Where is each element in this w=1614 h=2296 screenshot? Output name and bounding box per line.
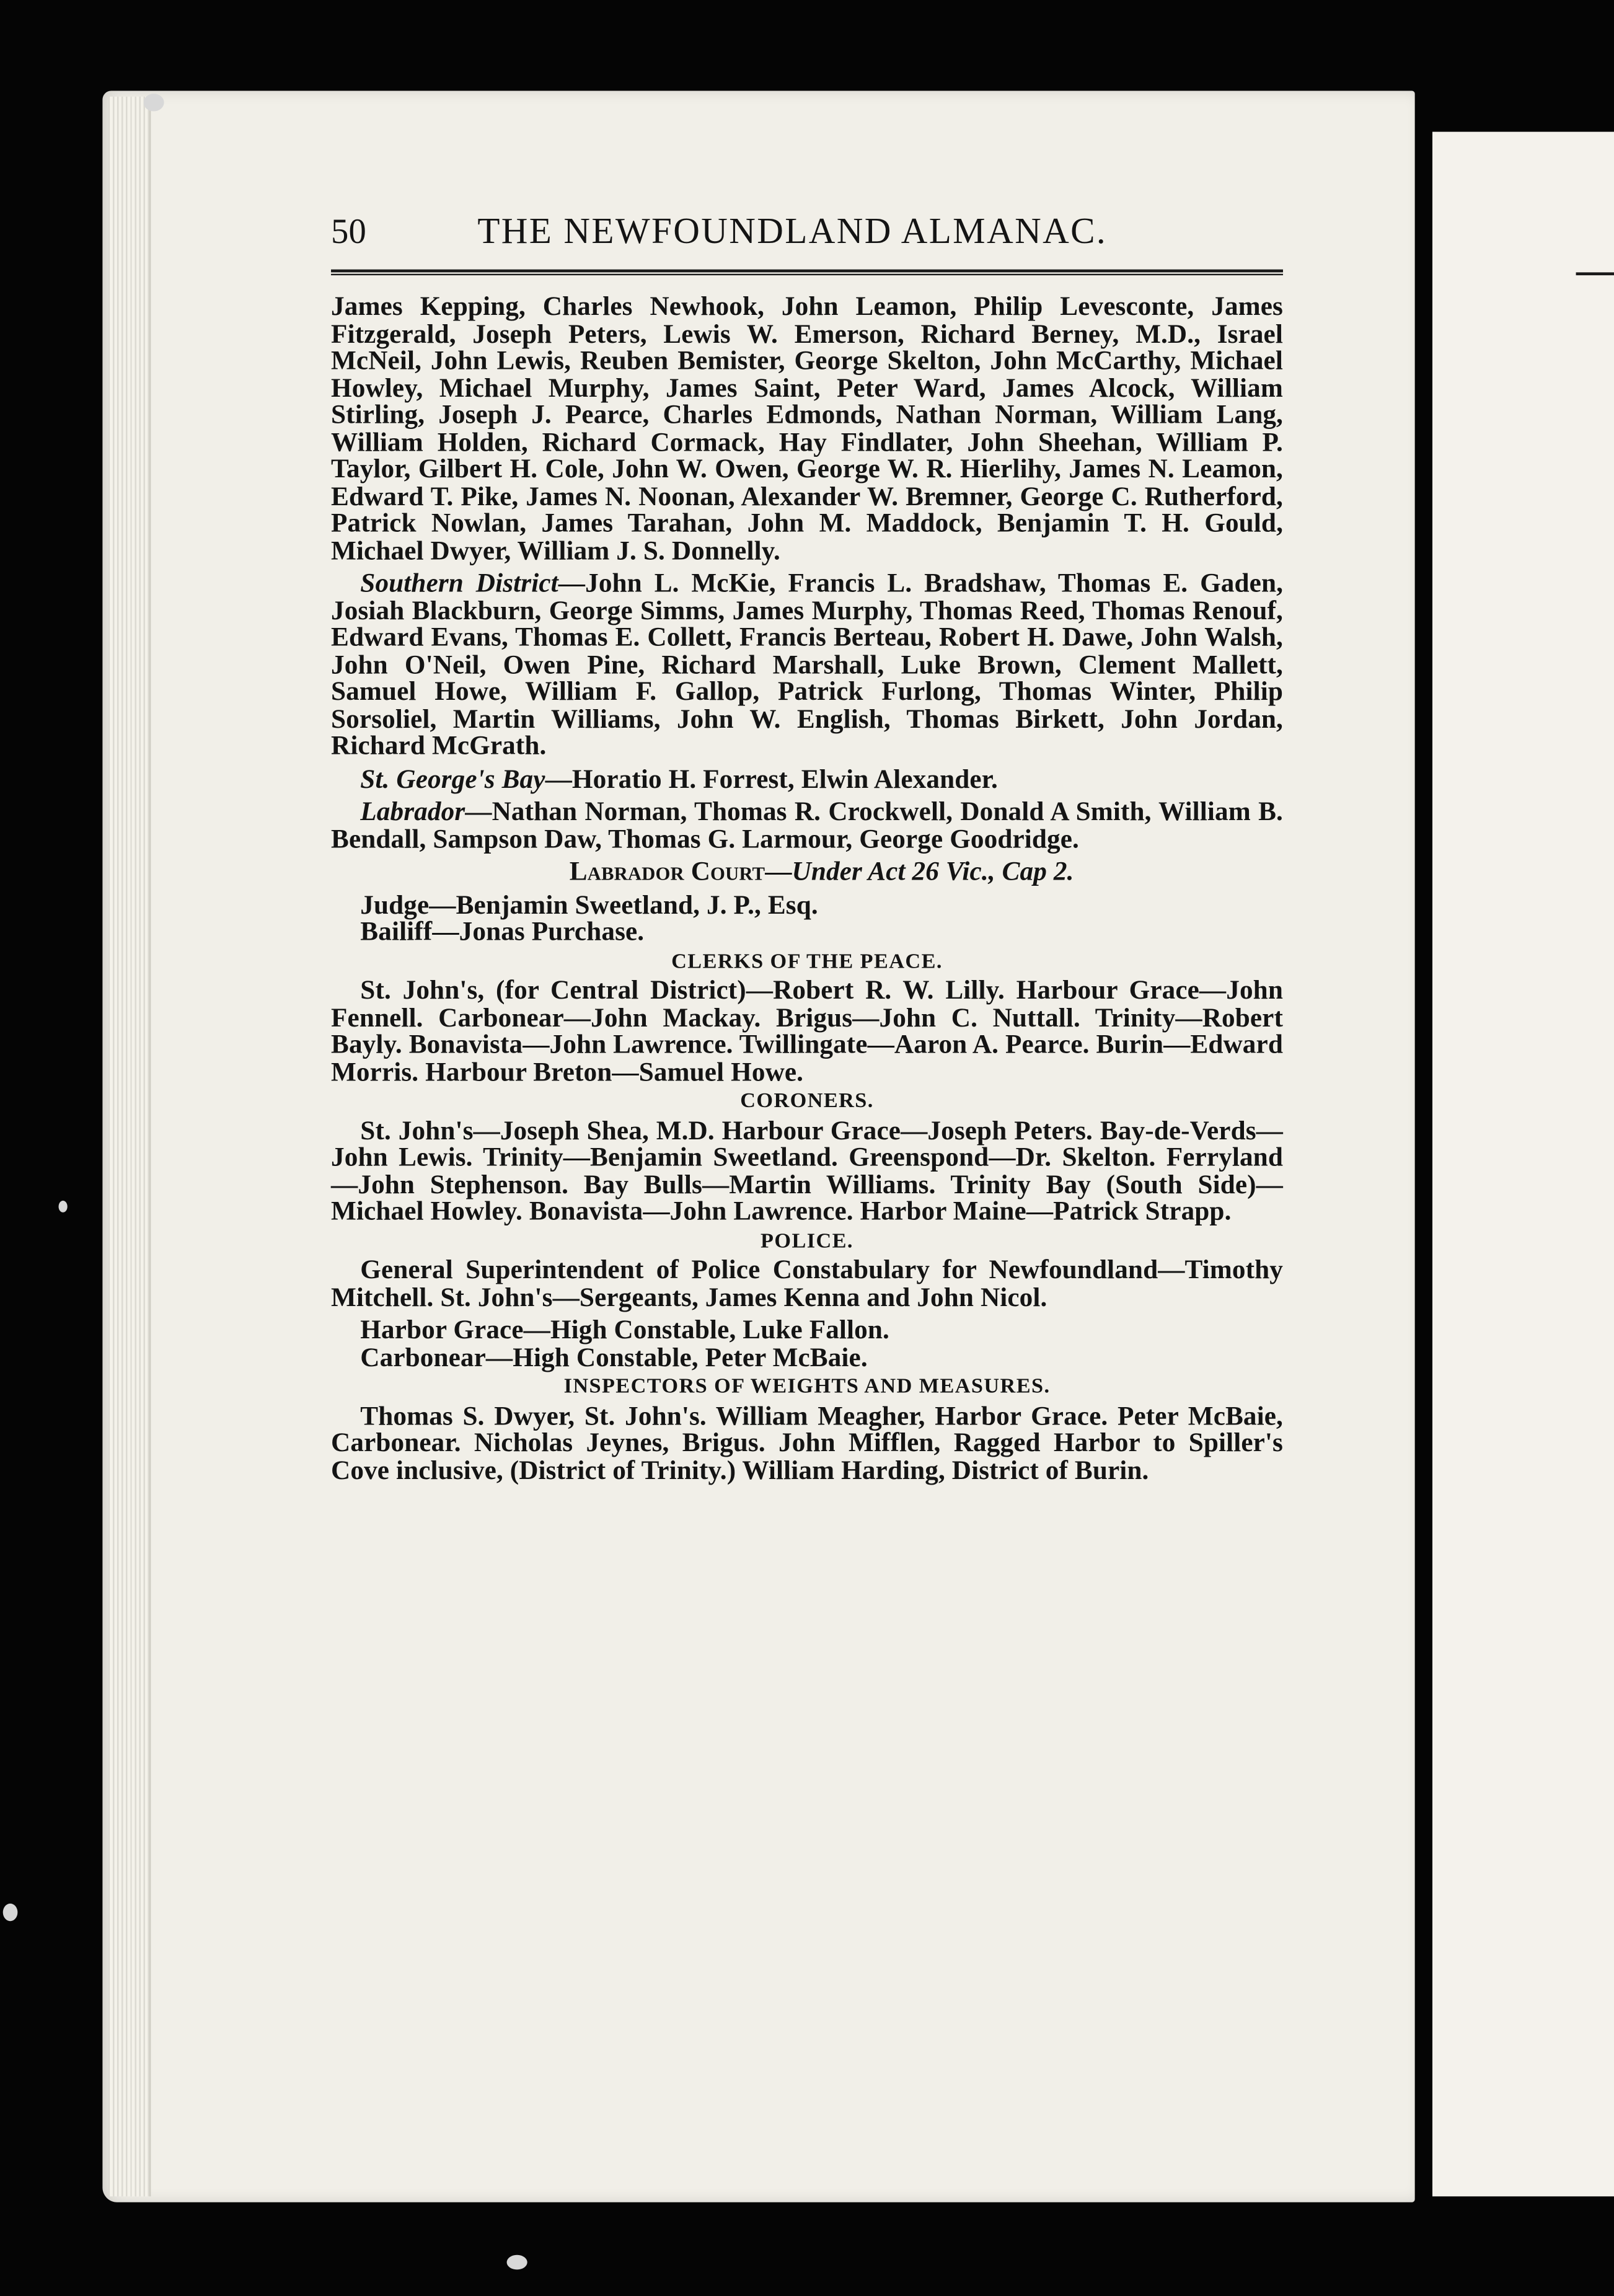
clerks-paragraph: St. John's, (for Central District)—Robert R. W. Lilly. Harbour Grace—John Fennell. Carbonear—John Mackay. Brigus—John C. Nuttall. Trinity—Robert Bayly. Bonavista—John Lawrence. Twillingate—Aaron A. Pearce. Burin—Edward Morris. Harbour Breton—Samuel Howe. — [331, 975, 1283, 1086]
southern-district-label: Southern District — [360, 568, 558, 598]
st-georges-bay-names: —Horatio H. Forrest, Elwin Alexander. — [545, 763, 998, 793]
carbonear-constable: Carbonear—High Constable, Peter McBaie. — [360, 1341, 868, 1372]
magistrates-list-continued: James Kepping, Charles Newhook, John Leamon, Philip Levesconte, James Fitzgerald, Joseph Peters, Lewis W. Emerson, Richard Berney, M.D., Israel McNeil, John Lewis, Reuben Bemister, George Skelton, John McCarthy, Michael Howley, Michael Murphy, James Saint, Peter Ward, James Alcock, William Stirling, Joseph J. Pearce, Charles Edmonds, Nathan Norman, William Lang, William Holden, Richard Cormack, Hay Findlater, John Sheehan, William P. Taylor, Gilbert H. Cole, John W. Owen, George W. R. Hierlihy, James N. Leamon, Edward T. Pike, James N. Noonan, Alexander W. Bremner, George C. Rutherford, Patrick Nowlan, James Tarahan, John M. Maddock, Benjamin T. H. Gould, Michael Dwyer, William J. S. Donnelly. — [331, 291, 1283, 565]
clerks-heading: CLERKS OF THE PEACE. — [671, 949, 943, 973]
labrador-paragraph — [331, 798, 1283, 852]
labrador-names: —Nathan Norman, Thomas R. Crockwell, Donald A Smith, William B. Bendall, Sampson Daw, Thomas G. Larmour, George Goodridge. — [331, 797, 1283, 853]
bailiff-line: Bailiff—Jonas Purchase. — [360, 916, 645, 946]
scan-speck — [507, 2255, 527, 2270]
inspectors-paragraph: Thomas S. Dwyer, St. John's. William Meagher, Harbor Grace. Peter McBaie, Carbonear. Nicholas Jeynes, Brigus. John Mifflen, Ragged Harbor to Spiller's Cove inclusive, (District of Trinity.) William Harding, District of Burin. — [331, 1400, 1283, 1485]
labrador-court-heading — [331, 858, 1283, 885]
scan-speck — [144, 94, 164, 111]
inspectors-heading: INSPECTORS OF WEIGHTS AND MEASURES. — [563, 1375, 1051, 1398]
police-paragraph: General Superintendent of Police Constabulary for Newfoundland—Timothy Mitchell. St. John's—Sergeants, James Kenna and John Nicol. — [331, 1255, 1283, 1312]
coroners-paragraph: St. John's—Joseph Shea, M.D. Harbour Grace—Joseph Peters. Bay-de-Verds—John Lewis. Trinity—Benjamin Sweetland. Greenspond—Dr. Skelton. Ferryland—John Stephenson. Bay Bulls—Martin Williams. Trinity Bay (South Side)—Michael Howley. Bonavista—John Lawrence. Harbor Maine—Patrick Strapp. — [331, 1115, 1283, 1226]
scan-speck — [59, 1201, 68, 1212]
police-heading: POLICE. — [761, 1229, 853, 1253]
southern-district-names: —John L. McKie, Francis L. Bradshaw, Thomas E. Gaden, Josiah Blackburn, George Simms, James Murphy, Thomas Reed, Thomas Renouf, Edward Evans, Thomas E. Collett, Francis Berteau, Robert H. Dawe, John Walsh, John O'Neil, Owen Pine, Richard Marshall, Luke Brown, Clement Mallett, Samuel Howe, William F. Gallop, Patrick Furlong, Thomas Winter, Philip Sorsoliel, Martin Williams, John W. English, Thomas Birkett, John Jordan, Richard McGrath. — [331, 568, 1284, 760]
labrador-court-act: Under Act 26 Vic., Cap 2. — [792, 856, 1074, 886]
facing-page-rule — [1576, 272, 1614, 275]
header-rule — [331, 270, 1283, 275]
southern-district-paragraph — [331, 570, 1283, 759]
running-head — [331, 212, 1283, 267]
running-title: THE NEWFOUNDLAND ALMANAC. — [477, 212, 1108, 252]
page-number: 50 — [331, 213, 367, 252]
judge-line: Judge—Benjamin Sweetland, J. P., Esq. — [360, 890, 818, 919]
facing-page — [1432, 132, 1614, 2197]
st-georges-bay-paragraph — [331, 765, 1283, 792]
page-edges — [108, 97, 151, 2196]
st-georges-bay-label: St. George's Bay — [360, 763, 545, 793]
scan-speck — [3, 1904, 18, 1921]
labrador-label: Labrador — [360, 797, 465, 826]
harbor-grace-constable: Harbor Grace—High Constable, Luke Fallon. — [360, 1315, 889, 1344]
page-text — [331, 212, 1284, 1485]
labrador-court-dash: — — [765, 856, 792, 886]
coroners-heading: CORONERS. — [740, 1089, 874, 1113]
labrador-court-title: Labrador Court — [569, 856, 765, 886]
